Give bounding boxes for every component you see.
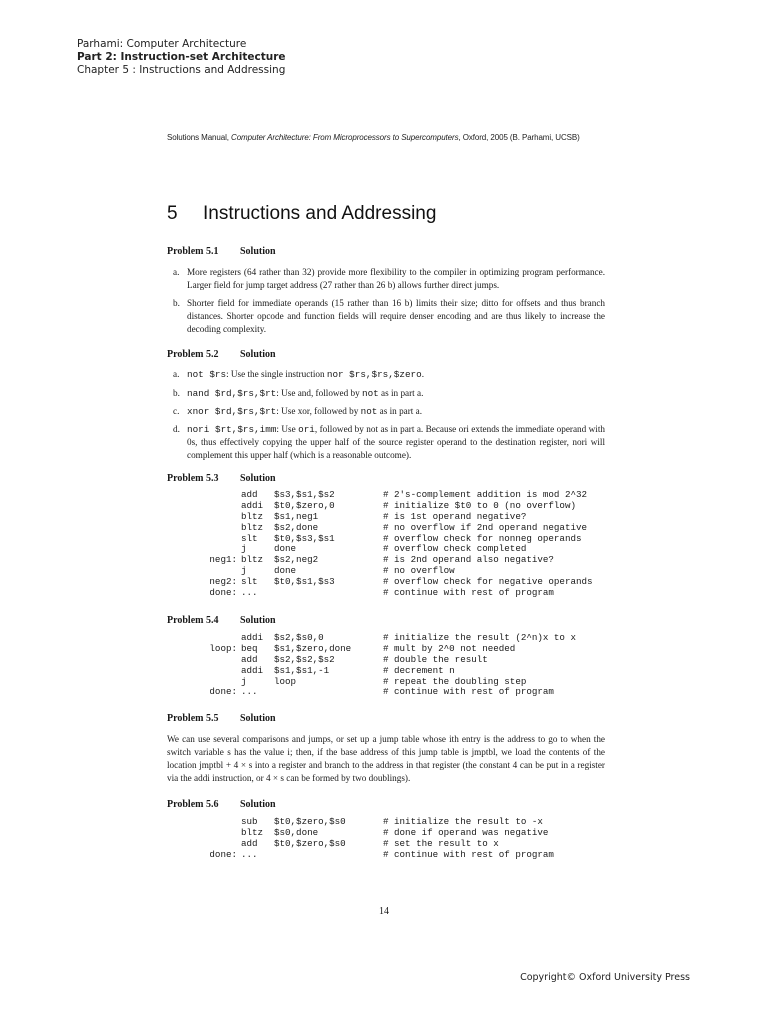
solutions-manual-header — [167, 133, 580, 142]
item-text: : Use xor, followed by — [276, 406, 361, 416]
code-label: done: — [209, 686, 237, 698]
problem-5-2-item-c — [173, 405, 605, 418]
solution-label: Solution — [240, 246, 276, 257]
code-label: neg2: — [209, 576, 237, 588]
item-text: : Use the single instruction — [226, 369, 327, 379]
problem-5-6-heading — [167, 799, 276, 810]
code-operands: $t0,$zero,$s0 — [274, 816, 346, 827]
code-comment: # continue with rest of program — [383, 848, 554, 860]
code-operands: $s1,$zero,done — [274, 642, 352, 654]
item-text: as in part a. — [377, 406, 423, 416]
sm-book-title: Computer Architecture: From Microprocessors to Supercomputers — [231, 133, 459, 142]
item-code: nand $rd,$rs,$rt — [187, 388, 277, 399]
code-opcode: j — [241, 543, 247, 555]
problem-title: Problem 5.3 — [167, 473, 219, 484]
item-label: a. — [173, 369, 180, 379]
problem-title: Problem 5.5 — [167, 713, 219, 724]
code-opcode: slt — [241, 532, 258, 544]
code-opcode: beq — [241, 642, 258, 654]
item-label: b. — [173, 298, 180, 308]
code-comment: # repeat the doubling step — [383, 675, 527, 687]
code-comment: # mult by 2^0 not needed — [383, 642, 516, 654]
code-opcode: ... — [241, 848, 258, 860]
chapter-number: 5 — [167, 203, 178, 224]
sm-suffix: , Oxford, 2005 (B. Parhami, UCSB) — [458, 133, 580, 142]
code-operands: done — [274, 565, 297, 577]
code-operands: $t0,$zero,$s0 — [274, 837, 346, 849]
problem-5-1-item-b — [173, 297, 605, 336]
code-comment: # no overflow if 2nd operand negative — [383, 521, 587, 533]
code-comment: # no overflow — [383, 565, 455, 577]
code-opcode: addi — [241, 664, 264, 676]
sm-prefix: Solutions Manual, — [167, 133, 232, 142]
item-code: nor $rs,$rs,$zero — [326, 369, 422, 380]
problem-title: Problem 5.1 — [167, 246, 219, 257]
code-comment: # continue with rest of program — [383, 587, 554, 599]
code-operands: $s2,$s0,0 — [274, 632, 324, 643]
code-opcode: bltz — [241, 521, 264, 533]
code-comment: # 2's-complement addition is mod 2^32 — [383, 489, 587, 500]
item-code: not — [360, 406, 378, 417]
problem-5-2-item-b — [173, 387, 605, 400]
code-opcode: addi — [241, 499, 264, 511]
code-operands: done — [274, 543, 297, 555]
code-opcode: sub — [241, 816, 258, 827]
problem-5-1-heading — [167, 246, 276, 257]
header-line-2: Part 2: Instruction-set Architecture — [77, 51, 286, 63]
code-comment: # done if operand was negative — [383, 826, 549, 838]
problem-5-2-item-d — [173, 423, 606, 462]
item-label: d. — [173, 424, 180, 434]
problem-title: Problem 5.2 — [167, 349, 219, 360]
code-label: loop: — [209, 642, 237, 654]
code-opcode: j — [241, 675, 247, 687]
problem-title: Problem 5.4 — [167, 615, 219, 626]
code-opcode: add — [241, 653, 258, 665]
header-line-1: Parhami: Computer Architecture — [77, 38, 247, 50]
item-text: as in part a. — [378, 388, 424, 398]
item-text: , followed by not as in part a. Because ori extends the immediate operand with 0s, thus effectively copying the upper half of the source register operand to the destination register, nori will complement this upper half (which is a reasonable outcome). — [187, 424, 606, 460]
code-operands: $s3,$s1,$s2 — [274, 489, 335, 500]
header-line-3: Chapter 5 : Instructions and Addressing — [77, 64, 286, 76]
code-operands: $s2,done — [274, 521, 319, 533]
item-label: b. — [173, 388, 180, 398]
problem-5-2-heading — [167, 349, 276, 360]
item-text: More registers (64 rather than 32) provide more flexibility to the compiler in optimizing program performance. Larger field for jump target address (27 rather than 26 b) allows further direct jumps. — [187, 267, 605, 290]
problem-5-3-heading — [167, 473, 276, 484]
code-operands: $t0,$s3,$s1 — [274, 532, 335, 544]
code-comment: # set the result to x — [383, 837, 499, 849]
chapter-title — [167, 203, 436, 225]
problem-5-4-heading — [167, 615, 276, 626]
item-text: . — [421, 369, 424, 379]
code-comment: # initialize $t0 to 0 (no overflow) — [383, 499, 576, 511]
code-opcode: add — [241, 837, 258, 849]
code-comment: # is 1st operand negative? — [383, 510, 527, 522]
copyright-notice: Copyright© Oxford University Press — [520, 972, 690, 983]
code-label: done: — [209, 587, 237, 599]
item-label: c. — [173, 406, 180, 416]
item-code: nori $rt,$rs,imm — [187, 424, 277, 435]
code-operands: $t0,$zero,0 — [274, 499, 335, 511]
code-comment: # is 2nd operand also negative? — [383, 554, 554, 566]
code-opcode: j — [241, 565, 247, 577]
solution-label: Solution — [240, 615, 276, 626]
solution-label: Solution — [240, 799, 276, 810]
problem-5-1-item-a — [173, 266, 605, 292]
code-operands: $s0,done — [274, 826, 319, 838]
item-text: Shorter field for immediate operands (15 rather than 16 b) limits their size; ditto for offsets and thus branch distances. Shorter opcode and function fields will require denser encoding and are thus likely to increase the decoding complexity. — [187, 298, 605, 334]
problem-5-2-item-a — [173, 368, 605, 381]
code-comment: # overflow check for nonneg operands — [383, 532, 582, 544]
code-opcode: slt — [241, 576, 258, 588]
solution-label: Solution — [240, 473, 276, 484]
code-comment: # double the result — [383, 653, 488, 665]
code-comment: # initialize the result (2^n)x to x — [383, 632, 576, 643]
item-code: xnor $rd,$rs,$rt — [187, 406, 277, 417]
problem-5-5-heading — [167, 713, 276, 724]
item-code: not — [362, 388, 379, 399]
code-comment: # overflow check completed — [383, 543, 527, 555]
code-operands: $s2,$s2,$s2 — [274, 653, 335, 665]
item-text: : Use and, followed by — [276, 388, 362, 398]
page-number: 14 — [379, 906, 389, 917]
code-comment: # decrement n — [383, 664, 455, 676]
document-header — [77, 38, 286, 77]
code-opcode: bltz — [241, 554, 264, 566]
code-comment: # overflow check for negative operands — [383, 576, 593, 588]
code-opcode: bltz — [241, 510, 264, 522]
item-code: not $rs — [187, 369, 227, 380]
code-opcode: add — [241, 489, 258, 500]
code-comment: # initialize the result to -x — [383, 816, 543, 827]
item-code: ori — [298, 424, 315, 435]
code-opcode: addi — [241, 632, 264, 643]
code-label: done: — [209, 848, 237, 860]
problem-title: Problem 5.6 — [167, 799, 219, 810]
code-opcode: ... — [241, 587, 258, 599]
code-comment: # continue with rest of program — [383, 686, 554, 698]
code-opcode: bltz — [241, 826, 264, 838]
code-operands: loop — [274, 675, 297, 687]
solution-label: Solution — [240, 349, 276, 360]
problem-5-5-text: We can use several comparisons and jumps, or set up a jump table whose ith entry is the address to go to when the switch variable s has the value i; then, if the base address of this jump table is jmptbl, we load the contents of the location jmptbl + 4 × s into a register and branch to the address in that register (the constant 4 can be put in a register via the addi instruction, or 4 × s can be formed by two doublings). — [167, 734, 605, 783]
code-operands: $s2,neg2 — [274, 554, 319, 566]
item-text: : Use — [276, 424, 299, 434]
item-label: a. — [173, 267, 180, 277]
solution-label: Solution — [240, 713, 276, 724]
chapter-name: Instructions and Addressing — [203, 203, 437, 224]
code-label: neg1: — [209, 554, 237, 566]
code-operands: $t0,$s1,$s3 — [274, 576, 335, 588]
code-operands: $s1,$s1,-1 — [274, 664, 330, 676]
code-operands: $s1,neg1 — [274, 510, 319, 522]
code-opcode: ... — [241, 686, 258, 698]
